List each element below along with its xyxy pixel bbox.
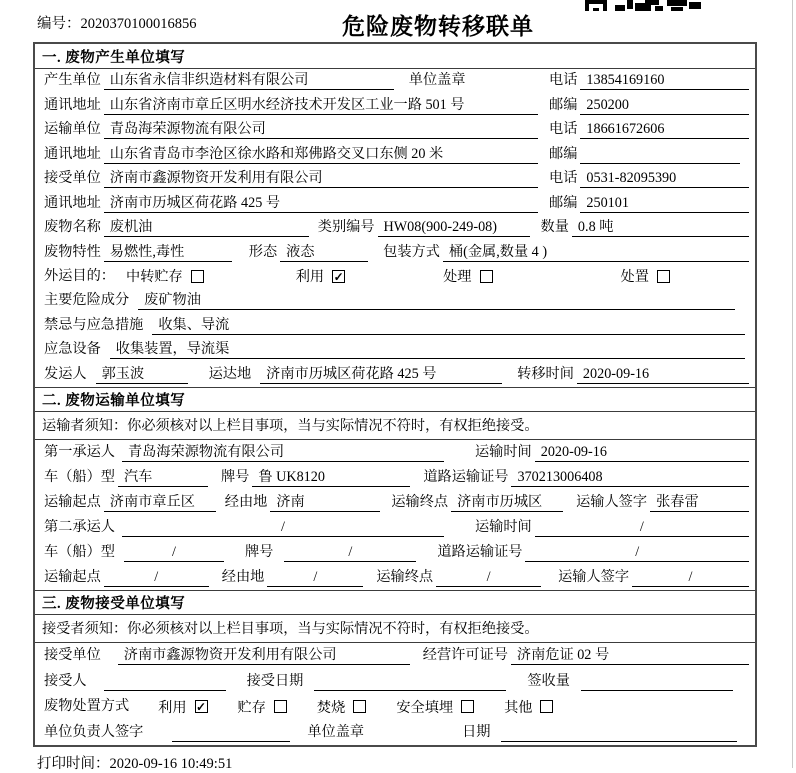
waste-traits-row: [35, 240, 755, 264]
date-label: 日期: [462, 723, 491, 740]
emergency-equipment-value: 收集装置，导流渠: [110, 340, 745, 359]
date-value: [501, 723, 737, 742]
section-2-header: 二. 废物运输单位填写: [35, 387, 755, 412]
disposal-option-other: [504, 697, 553, 716]
section-1-header: 一. 废物产生单位填写: [35, 44, 755, 69]
address-label: 通讯地址: [44, 96, 101, 113]
via-value: /: [267, 568, 363, 587]
origin-label: 运输起点: [44, 493, 101, 510]
transfer-time-label: 转移时间: [517, 365, 574, 382]
transporter-row: [35, 118, 755, 142]
consignor-label: 发运人: [44, 365, 87, 382]
disposal-option-storage: [238, 697, 287, 716]
address-label: 通讯地址: [44, 194, 101, 211]
transporter-phone-value: 18661672606: [580, 120, 749, 139]
receiver-address-value: 济南市历城区荷花路 425 号: [104, 194, 538, 213]
receiver-phone-value: 0531-82095390: [580, 169, 749, 188]
via-value: 济南: [270, 493, 380, 512]
unit-seal-label: 单位盖章: [307, 723, 365, 740]
waste-traits-label: 废物特性: [44, 243, 101, 260]
receiver-notice-row: [35, 615, 755, 643]
plate-number-value: 鲁 UK8120: [252, 468, 410, 487]
quantity-label: 数量: [540, 219, 569, 236]
transporter-address-row: [35, 142, 755, 166]
hazard-component-label: 主要危险成分: [44, 292, 130, 309]
road-permit-label: 道路运输证号: [437, 543, 523, 560]
producer-zip-value: 250200: [580, 96, 749, 115]
packaging-label: 包装方式: [383, 243, 440, 260]
waste-name-label: 废物名称: [44, 219, 101, 236]
disposal-storage-label: 贮存: [237, 699, 266, 716]
purpose-dispose-checkbox: [657, 270, 670, 283]
vehicle-type-label: 车（船）型: [44, 468, 115, 485]
category-code-value: HW08(900-249-08): [378, 218, 530, 237]
second-carrier-row: [35, 515, 755, 540]
phone-label: 电话: [549, 72, 578, 89]
hazard-component-value: 废矿物油: [138, 291, 735, 310]
acceptor-label: 接受人: [44, 672, 87, 689]
phone-label: 电话: [549, 121, 578, 138]
receiver-zip-value: 250101: [580, 194, 749, 213]
first-transport-time-value: 2020-09-16: [535, 443, 749, 462]
form-label: 形态: [248, 243, 278, 260]
carrier-signature-label: 运输人签字: [558, 568, 630, 585]
second-carrier-label: 第二承运人: [44, 518, 115, 535]
endpoint-label: 运输终点: [376, 568, 434, 585]
emergency-equipment-row: [35, 338, 755, 362]
disposal-option-utilize: [158, 697, 207, 716]
taboo-measures-label: 禁忌与应急措施: [44, 316, 144, 333]
plate-number-label: 牌号: [244, 543, 274, 560]
page-title: 危险废物转移联单: [342, 14, 534, 39]
disposal-other-label: 其他: [504, 699, 533, 716]
vehicle-type-value: /: [124, 543, 224, 562]
unit-seal-label: 单位盖章: [408, 72, 466, 89]
disposal-option-landfill: [396, 697, 474, 716]
endpoint-label: 运输终点: [391, 493, 449, 510]
first-carrier-value: 青岛海荣源物流有限公司: [122, 443, 444, 462]
document-header: [0, 0, 796, 42]
disposal-other-checkbox: [540, 700, 553, 713]
disposal-landfill-label: 安全填埋: [396, 699, 454, 716]
packaging-value: 桶(金属,数量 4 ): [443, 243, 749, 262]
destination-label: 运达地: [208, 365, 252, 382]
second-route-row: [35, 565, 755, 590]
receiver-value: 济南市鑫源物资开发利用有限公司: [104, 169, 538, 188]
plate-number-value: /: [284, 543, 416, 562]
disposal-utilize-checkbox-checked: ✓: [196, 700, 207, 714]
producer-label: 产生单位: [44, 72, 101, 89]
print-time-label: 打印时间：: [37, 755, 110, 772]
transporter-address-value: 山东省青岛市李沧区徐水路和郑佛路交叉口东侧 20 米: [104, 145, 538, 164]
purpose-option-transfer-storage: [126, 267, 204, 286]
emergency-equipment-label: 应急设备: [44, 341, 101, 358]
received-quantity-value: [581, 672, 733, 691]
transporter-label: 运输单位: [44, 121, 101, 138]
transporter-notice-row: [35, 412, 755, 440]
address-label: 通讯地址: [44, 145, 101, 162]
producer-phone-value: 13854169160: [580, 71, 749, 90]
disposal-storage-checkbox: [274, 700, 287, 713]
via-label: 经由地: [224, 493, 268, 510]
disposal-landfill-checkbox: [461, 700, 474, 713]
category-code-label: 类别编号: [317, 219, 375, 236]
zip-label: 邮编: [549, 96, 578, 113]
transport-time-label: 运输时间: [474, 518, 532, 535]
manager-signature-label: 单位负责人签字: [44, 723, 144, 740]
vehicle-type-value: 汽车: [118, 468, 208, 487]
purpose-option-dispose: [621, 267, 670, 286]
print-time-value: 2020-09-16 10:49:51: [109, 755, 233, 772]
purpose-treat-checkbox: [480, 270, 493, 283]
zip-label: 邮编: [549, 145, 578, 162]
disposal-incinerate-label: 焚烧: [316, 699, 346, 716]
section-2-body: [35, 440, 755, 590]
first-carrier-label: 第一承运人: [44, 443, 115, 460]
purpose-option-treat: [443, 267, 492, 286]
carrier-signature-value: /: [632, 568, 749, 587]
first-vehicle-row: [35, 465, 755, 490]
waste-name-value: 废机油: [104, 218, 309, 237]
first-carrier-row: [35, 440, 755, 465]
section-3-header: 三. 废物接受单位填写: [35, 590, 755, 615]
accepting-unit-label: 接受单位: [44, 647, 101, 664]
zip-label: 邮编: [549, 194, 578, 211]
phone-label: 电话: [549, 170, 578, 187]
taboo-measures-value: 收集、导流: [152, 316, 745, 335]
purpose-dispose-label: 处置: [620, 269, 649, 286]
via-label: 经由地: [221, 568, 265, 585]
producer-value: 山东省永信非织造材料有限公司: [104, 71, 394, 90]
license-number-label: 经营许可证号: [422, 647, 508, 664]
qr-code-fragment: [585, 0, 703, 11]
transfer-purpose-label: 外运目的：: [44, 267, 115, 284]
origin-label: 运输起点: [44, 568, 101, 585]
print-time: [37, 752, 796, 773]
road-permit-label: 道路运输证号: [423, 468, 509, 485]
quantity-value: 0.8 吨: [572, 218, 749, 237]
purpose-option-utilize: [296, 267, 345, 286]
disposal-method-row: [35, 694, 755, 720]
disposal-method-label: 废物处置方式: [44, 698, 130, 715]
endpoint-value: 济南市历城区: [451, 493, 563, 512]
producer-address-value: 山东省济南市章丘区明水经济技术开发区工业一路 501 号: [104, 96, 538, 115]
receiver-address-row: [35, 191, 755, 215]
hazard-component-row: [35, 289, 755, 313]
second-transport-time-value: /: [535, 518, 749, 537]
endpoint-value: /: [436, 568, 541, 587]
accept-date-value: [314, 672, 506, 691]
received-quantity-label: 签收量: [527, 672, 570, 689]
acceptor-value: [104, 672, 226, 691]
first-route-row: [35, 490, 755, 515]
transfer-time-value: 2020-09-16: [577, 365, 749, 384]
manager-signature-row: [35, 719, 755, 745]
transporter-value: 青岛海荣源物流有限公司: [104, 120, 538, 139]
origin-value: 济南市章丘区: [104, 493, 216, 512]
transfer-purpose-row: [35, 265, 755, 289]
road-permit-value: /: [525, 543, 749, 562]
carrier-signature-label: 运输人签字: [576, 493, 648, 510]
producer-row: [35, 69, 755, 93]
receiver-label: 接受单位: [44, 170, 101, 187]
receiver-row: [35, 167, 755, 191]
serial-number: [37, 12, 197, 33]
section-1-body: [35, 69, 755, 387]
plate-number-label: 牌号: [220, 468, 250, 485]
producer-address-row: [35, 93, 755, 117]
section-3-body: [35, 643, 755, 745]
transporter-notice-text: 运输者须知：你必须核对以上栏目事项，当与实际情况不符时，有权拒绝接受。: [42, 418, 539, 435]
purpose-transfer-storage-checkbox: [191, 270, 204, 283]
disposal-incinerate-checkbox: [353, 700, 366, 713]
destination-value: 济南市历城区荷花路 425 号: [260, 365, 502, 384]
accept-date-label: 接受日期: [246, 672, 304, 689]
page-edge-line: [792, 0, 793, 768]
road-permit-value: 370213006408: [511, 468, 749, 487]
consignor-row: [35, 362, 755, 386]
manifest-table: [33, 42, 757, 747]
second-carrier-value: /: [122, 518, 444, 537]
carrier-signature-value: 张春雷: [650, 493, 749, 512]
consignor-value: 郭玉波: [96, 365, 188, 384]
purpose-utilize-label: 利用: [295, 269, 325, 286]
vehicle-type-label: 车（船）型: [44, 543, 115, 560]
accepting-unit-value: 济南市鑫源物资开发利用有限公司: [118, 646, 410, 665]
accepting-unit-row: [35, 643, 755, 669]
waste-traits-value: 易燃性,毒性: [104, 243, 232, 262]
waste-name-row: [35, 216, 755, 240]
form-value: 液态: [280, 243, 368, 262]
acceptor-row: [35, 668, 755, 694]
disposal-utilize-label: 利用: [158, 699, 187, 716]
purpose-transfer-storage-label: 中转贮存: [125, 269, 183, 286]
serial-value: 2020370100016856: [80, 16, 197, 32]
transporter-zip-value: [580, 145, 740, 164]
license-number-value: 济南危证 02 号: [511, 646, 749, 665]
purpose-treat-label: 处理: [443, 269, 472, 286]
origin-value: /: [104, 568, 209, 587]
purpose-utilize-checkbox-checked: ✓: [333, 269, 344, 283]
receiver-notice-text: 接受者须知：你必须核对以上栏目事项，当与实际情况不符时，有权拒绝接受。: [42, 621, 539, 638]
disposal-option-incinerate: [317, 697, 366, 716]
transport-time-label: 运输时间: [474, 443, 532, 460]
serial-label: 编号：: [37, 16, 81, 32]
manager-signature-value: [172, 723, 290, 742]
second-vehicle-row: [35, 540, 755, 565]
taboo-measures-row: [35, 313, 755, 337]
